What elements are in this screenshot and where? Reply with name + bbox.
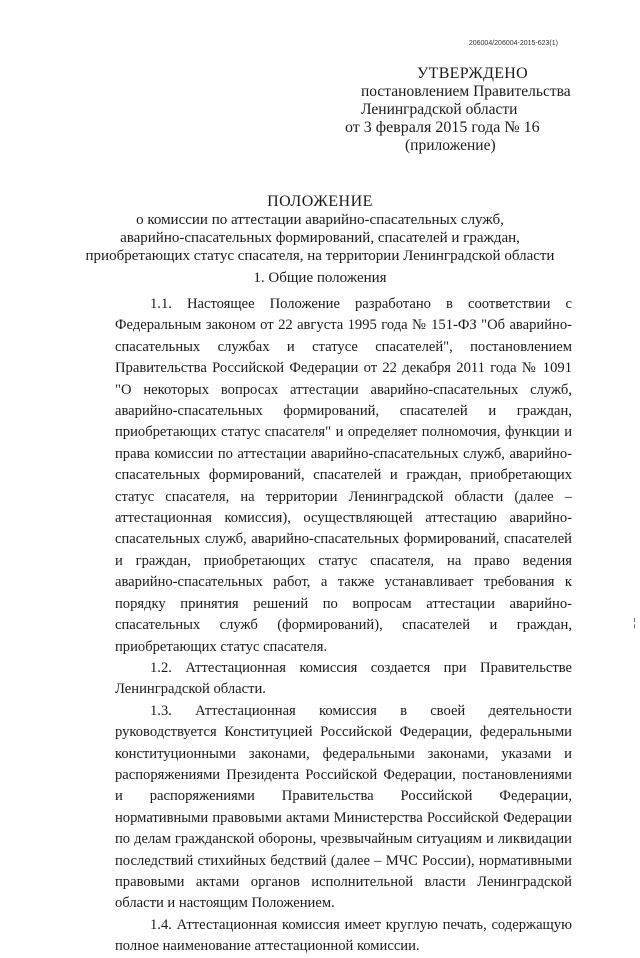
section-title: 1. Общие положения: [253, 270, 387, 286]
title-line: о комиссии по аттестации аварийно-спасательных служб,: [136, 212, 504, 228]
approval-stamp: [0, 65, 640, 155]
approval-heading: УТВЕРЖДЕНО: [417, 65, 529, 82]
document-id: 206004/206004-2015-623(1): [468, 40, 558, 47]
title-line: приобретающих статус спасателя, на территории Ленинградской области: [85, 248, 555, 264]
paragraph: 1.2. Аттестационная комиссия создается при Правительстве Ленинградской области.: [115, 659, 572, 698]
title-heading: ПОЛОЖЕНИЕ: [267, 193, 373, 210]
approval-line: постановлением Правительства: [361, 83, 571, 100]
approval-appendix: (приложение): [405, 137, 496, 154]
margin-mark: ¦: [633, 617, 636, 629]
approval-line: Ленинградской области: [361, 101, 518, 118]
approval-date: от 3 февраля 2015 года № 16: [345, 119, 540, 136]
document-body: [115, 294, 572, 958]
document-title: [0, 193, 640, 265]
paragraph: 1.1. Настоящее Положение разработано в соответствии с Федеральным законом от 22 августа 1995 года № 151-ФЗ "Об аварийно-спасательных службах и статусе спасателей", постановлением Правительства Российской Федерации от 22 декабря 2011 года № 1091 "О некоторых вопросах аттестации аварийно-спасательных служб, аварийно-спасательных формирований, спасателей и граждан, приобретающих статус спасателя" и определяет полномочия, функции и права комиссии по аттестации аварийно-спасательных служб, аварийно-спасательных формирований, спасателей и граждан, приобретающих статус спасателя, на территории Ленинградской области (далее – аттестационная комиссия), осуществляющей аттестацию аварийно-спасательных служб, аварийно-спасательных формирований, спасателей и граждан, приобретающих статус спасателя, на право ведения аварийно-спасательных работ, а также устанавливает требования к порядку принятия решений по вопросам аттестации аварийно-спасательных служб (формирований), спасателей и граждан, приобретающих статус спасателя.: [115, 296, 572, 655]
paragraph: 1.4. Аттестационная комиссия имеет круглую печать, содержащую полное наименование аттестационной комиссии.: [115, 916, 572, 955]
paragraph: 1.3. Аттестационная комиссия в своей деятельности руководствуется Конституцией Российской Федерации, федеральными конституционными законами, федеральными законами, указами и распоряжениями Президента Российской Федерации, постановлениями и распоряжениями Правительства Российской Федерации, нормативными правовыми актами Министерства Российской Федерации по делам гражданской обороны, чрезвычайным ситуациям и ликвидации последствий стихийных бедствий (далее – МЧС России), нормативными правовыми актами органов исполнительной власти Ленинградской области и настоящим Положением.: [115, 702, 572, 912]
title-line: аварийно-спасательных формирований, спасателей и граждан,: [120, 230, 520, 246]
